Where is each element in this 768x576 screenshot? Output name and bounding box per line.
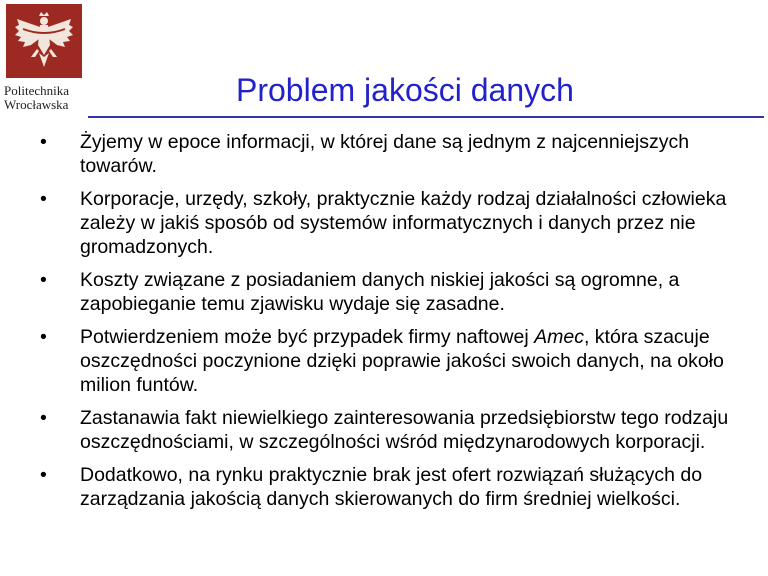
bullet-dot: • [40,407,47,429]
bullet-dot: • [40,131,47,153]
bullet-text: Koszty związane z posiadaniem danych niskiej jakości są ogromne, a zapobieganie temu zjawisku wydaje się zasadne. [80,269,680,315]
bullet-item [40,268,740,316]
bullet-text [80,326,724,396]
bullet-text: Korporacje, urzędy, szkoły, praktycznie każdy rodzaj działalności człowieka zależy w jakiś sposób od systemów informatycznych i danych przez nie gromadzonych. [80,188,727,258]
logo-emblem [6,4,82,78]
bullet-text-part: , która szacuje oszczędności poczynione dzięki poprawie jakości swoich danych, na około milion funtów. [80,326,724,396]
bullet-text-part: Potwierdzeniem może być przypadek firmy naftowej [80,326,535,348]
bullet-item [40,325,740,397]
title-divider [88,116,764,118]
bullet-list [40,130,740,520]
bullet-dot: • [40,326,47,348]
bullet-text: Zastanawia fakt niewielkiego zainteresowania przedsiębiorstw tego rodzaju oszczędnościami, w szczególności wśród międzynarodowych korporacji. [80,407,729,453]
bullet-item [40,406,740,454]
bullet-item [40,187,740,259]
company-name: Amec [534,326,584,348]
logo-text-line2: Wrocławska [4,97,69,112]
slide-title: Problem jakości danych [236,72,574,108]
university-logo [4,4,84,112]
bullet-dot: • [40,188,47,210]
bullet-text: Żyjemy w epoce informacji, w której dane są jednym z najcenniejszych towarów. [80,131,690,177]
bullet-dot: • [40,269,47,291]
bullet-item [40,130,740,178]
bullet-item [40,463,740,511]
bullet-text: Dodatkowo, na rynku praktycznie brak jest ofert rozwiązań służących do zarządzania jakością danych skierowanych do firm średniej wielkości. [80,464,703,510]
bullet-dot: • [40,464,47,486]
logo-text-line1: Politechnika [4,83,69,98]
logo-text [4,84,84,112]
eagle-emblem-icon [9,7,79,75]
